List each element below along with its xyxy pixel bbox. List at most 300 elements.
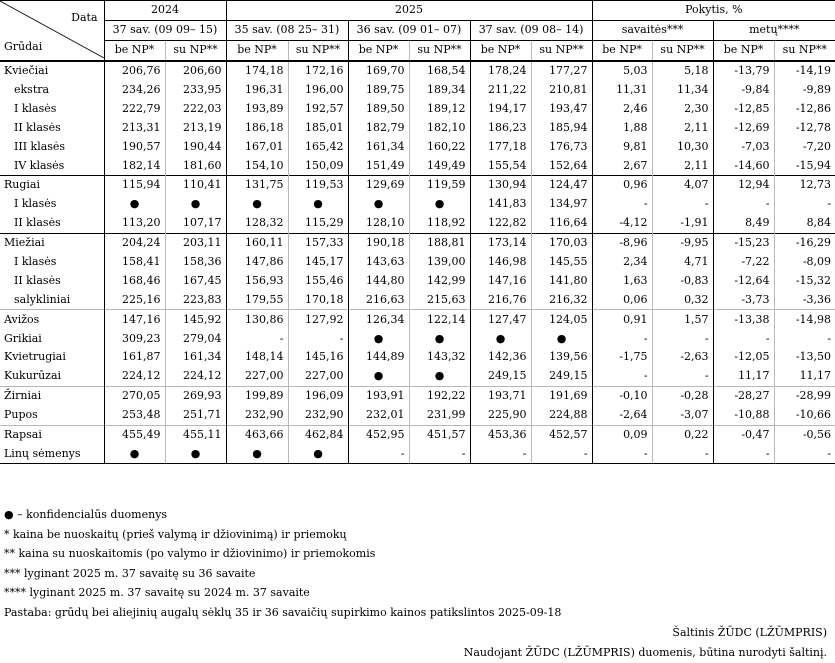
value-cell: - [774, 444, 835, 463]
value-cell: - [713, 444, 774, 463]
su-np-header: su NP** [165, 40, 226, 60]
value-cell: 172,16 [288, 61, 348, 81]
value-cell: -3,07 [652, 406, 713, 425]
value-cell: 193,47 [531, 99, 592, 118]
value-cell: 145,92 [165, 310, 226, 329]
value-cell: - [592, 444, 652, 463]
table-row [0, 310, 835, 329]
value-cell: 161,87 [104, 348, 165, 367]
confidential-marker: ● [104, 444, 165, 463]
value-cell: 0,96 [592, 176, 652, 195]
value-cell: - [226, 329, 288, 348]
value-cell: 119,53 [288, 176, 348, 195]
table-row [0, 156, 835, 175]
value-cell: 196,00 [288, 81, 348, 100]
row-label: I klasės [14, 101, 57, 115]
row-label: II klasės [14, 273, 61, 287]
value-cell: 118,92 [409, 214, 470, 233]
value-cell: 127,92 [288, 310, 348, 329]
confidential-marker: ● [288, 195, 348, 214]
value-cell: 216,76 [470, 290, 531, 309]
value-cell: 463,66 [226, 425, 288, 444]
table-row [0, 195, 835, 214]
value-cell: 186,23 [470, 118, 531, 137]
value-cell: 455,11 [165, 425, 226, 444]
value-cell: 146,98 [470, 253, 531, 272]
value-cell: -15,23 [713, 233, 774, 252]
value-cell: 116,64 [531, 214, 592, 233]
value-cell: 177,27 [531, 61, 592, 81]
value-cell: 168,54 [409, 61, 470, 81]
value-cell: 309,23 [104, 329, 165, 348]
row-label: Žirniai [0, 386, 104, 405]
value-cell: -12,86 [774, 99, 835, 118]
value-cell: 156,93 [226, 271, 288, 290]
value-cell: 167,01 [226, 137, 288, 156]
value-cell: 139,00 [409, 253, 470, 272]
row-label: salykliniai [14, 292, 71, 306]
value-cell: -7,22 [713, 253, 774, 272]
value-cell: 130,94 [470, 176, 531, 195]
value-cell: 185,01 [288, 118, 348, 137]
value-cell: 12,94 [713, 176, 774, 195]
value-cell: 232,90 [226, 406, 288, 425]
value-cell: 181,60 [165, 156, 226, 175]
value-cell: 196,09 [288, 386, 348, 405]
value-cell: 0,06 [592, 290, 652, 309]
value-cell: 2,11 [652, 156, 713, 175]
value-cell: 147,86 [226, 253, 288, 272]
value-cell: -13,38 [713, 310, 774, 329]
row-label: Kukurūzai [4, 369, 62, 383]
value-cell: 2,30 [652, 99, 713, 118]
value-cell: 142,99 [409, 271, 470, 290]
value-cell: - [592, 367, 652, 386]
value-cell: 4,71 [652, 253, 713, 272]
value-cell: - [652, 195, 713, 214]
value-cell: 204,24 [104, 233, 165, 252]
value-cell: 249,15 [470, 367, 531, 386]
value-cell: 155,54 [470, 156, 531, 175]
table-row [0, 444, 835, 463]
value-cell: 253,48 [104, 406, 165, 425]
value-cell: 170,03 [531, 233, 592, 252]
value-cell: 126,34 [348, 310, 409, 329]
value-cell: - [652, 329, 713, 348]
corner-header-cell [0, 1, 104, 61]
confidential-marker: ● [165, 444, 226, 463]
value-cell: 188,81 [409, 233, 470, 252]
value-cell: 251,71 [165, 406, 226, 425]
value-cell: 149,49 [409, 156, 470, 175]
value-cell: 179,55 [226, 290, 288, 309]
confidential-marker: ● [470, 329, 531, 348]
value-cell: 170,18 [288, 290, 348, 309]
value-cell: -4,12 [592, 214, 652, 233]
confidential-marker: ● [104, 195, 165, 214]
value-cell: 249,15 [531, 367, 592, 386]
value-cell: 115,29 [288, 214, 348, 233]
value-cell: 131,75 [226, 176, 288, 195]
value-cell: 128,32 [226, 214, 288, 233]
value-cell: 174,18 [226, 61, 288, 81]
value-cell: 0,91 [592, 310, 652, 329]
value-cell: -12,05 [713, 348, 774, 367]
value-cell: -9,89 [774, 81, 835, 100]
value-cell: -0,10 [592, 386, 652, 405]
table-row [0, 176, 835, 195]
value-cell: 2,67 [592, 156, 652, 175]
footnotes [4, 505, 561, 622]
value-cell: 152,64 [531, 156, 592, 175]
value-cell: 193,89 [226, 99, 288, 118]
value-cell: -12,85 [713, 99, 774, 118]
value-cell: 11,17 [713, 367, 774, 386]
value-cell: 160,22 [409, 137, 470, 156]
value-cell: 154,10 [226, 156, 288, 175]
value-cell: - [713, 329, 774, 348]
value-cell: 122,82 [470, 214, 531, 233]
row-label: Pupos [4, 408, 38, 422]
value-cell: - [470, 444, 531, 463]
value-cell: 167,45 [165, 271, 226, 290]
value-cell: 224,12 [104, 367, 165, 386]
value-cell: 110,41 [165, 176, 226, 195]
table-row [0, 214, 835, 233]
value-cell: 8,84 [774, 214, 835, 233]
value-cell: 122,14 [409, 310, 470, 329]
value-cell: -12,78 [774, 118, 835, 137]
value-cell: -1,91 [652, 214, 713, 233]
value-cell: 147,16 [470, 271, 531, 290]
value-cell: 169,70 [348, 61, 409, 81]
table-row [0, 290, 835, 309]
value-cell: 223,83 [165, 290, 226, 309]
value-cell: 213,19 [165, 118, 226, 137]
value-cell: 107,17 [165, 214, 226, 233]
week-header-2025-37: 37 sav. (09 08– 14) [470, 20, 592, 40]
value-cell: 141,80 [531, 271, 592, 290]
value-cell: 182,79 [348, 118, 409, 137]
value-cell: 10,30 [652, 137, 713, 156]
value-cell: 139,56 [531, 348, 592, 367]
note-remark: Pastaba: grūdų bei aliejinių augalų sėklų 35 ir 36 savaičių supirkimo kainos patikslintos 2025-09-18 [4, 605, 562, 619]
value-cell: 189,75 [348, 81, 409, 100]
be-np-header: be NP* [470, 40, 531, 60]
value-cell: 453,36 [470, 425, 531, 444]
value-cell: 182,10 [409, 118, 470, 137]
value-cell: 11,34 [652, 81, 713, 100]
note-weekly: *** lyginant 2025 m. 37 savaitę su 36 savaite [4, 566, 256, 580]
value-cell: 193,91 [348, 386, 409, 405]
value-cell: 178,24 [470, 61, 531, 81]
table-row [0, 81, 835, 100]
value-cell: -0,56 [774, 425, 835, 444]
value-cell: - [348, 444, 409, 463]
value-cell: 452,95 [348, 425, 409, 444]
value-cell: 224,12 [165, 367, 226, 386]
value-cell: 150,09 [288, 156, 348, 175]
row-label: ekstra [14, 83, 50, 96]
be-np-header: be NP* [713, 40, 774, 60]
value-cell: 222,79 [104, 99, 165, 118]
value-cell: 213,31 [104, 118, 165, 137]
value-cell: -3,36 [774, 290, 835, 309]
grudai-label: Grūdai [4, 39, 43, 53]
value-cell: 168,46 [104, 271, 165, 290]
value-cell: 165,42 [288, 137, 348, 156]
value-cell: 119,59 [409, 176, 470, 195]
value-cell: 0,32 [652, 290, 713, 309]
value-cell: 2,46 [592, 99, 652, 118]
table-row [0, 99, 835, 118]
note-confidential: ● – konfidencialūs duomenys [4, 508, 168, 521]
value-cell: 455,49 [104, 425, 165, 444]
value-cell: -7,20 [774, 137, 835, 156]
value-cell: 1,63 [592, 271, 652, 290]
value-cell: 190,18 [348, 233, 409, 252]
value-cell: 189,12 [409, 99, 470, 118]
table-row [0, 406, 835, 425]
value-cell: - [652, 444, 713, 463]
row-label: Grikiai [4, 331, 42, 345]
table-row [0, 329, 835, 348]
value-cell: 113,20 [104, 214, 165, 233]
np-header-row [0, 40, 835, 60]
row-label: I klasės [14, 255, 57, 269]
value-cell: 160,11 [226, 233, 288, 252]
table-row [0, 271, 835, 290]
value-cell: -12,69 [713, 118, 774, 137]
confidential-marker: ● [409, 367, 470, 386]
value-cell: - [531, 444, 592, 463]
value-cell: 161,34 [348, 137, 409, 156]
value-cell: 142,36 [470, 348, 531, 367]
value-cell: -9,95 [652, 233, 713, 252]
value-cell: -0,47 [713, 425, 774, 444]
value-cell: 210,81 [531, 81, 592, 100]
value-cell: 173,14 [470, 233, 531, 252]
value-cell: 161,34 [165, 348, 226, 367]
value-cell: 216,63 [348, 290, 409, 309]
value-cell: -14,60 [713, 156, 774, 175]
row-label: Kvietrugiai [4, 350, 66, 364]
value-cell: 222,03 [165, 99, 226, 118]
su-np-header: su NP** [531, 40, 592, 60]
value-cell: 0,09 [592, 425, 652, 444]
year-2024-header: 2024 [104, 1, 226, 21]
value-cell: -10,66 [774, 406, 835, 425]
value-cell: 185,94 [531, 118, 592, 137]
value-cell: 232,90 [288, 406, 348, 425]
value-cell: 145,16 [288, 348, 348, 367]
value-cell: 148,14 [226, 348, 288, 367]
value-cell: -1,75 [592, 348, 652, 367]
row-label: Linų sėmenys [0, 444, 104, 463]
note-yearly: **** lyginant 2025 m. 37 savaitę su 2024 m. 37 savaite [4, 586, 310, 599]
table-row [0, 61, 835, 81]
data-label: Data [71, 11, 98, 24]
value-cell: 231,99 [409, 406, 470, 425]
value-cell: 192,22 [409, 386, 470, 405]
row-label: II klasės [14, 120, 61, 134]
note-su-np: ** kaina su nuoskaitomis (po valymo ir džiovinimo) ir priemokomis [4, 547, 376, 560]
value-cell: 190,57 [104, 137, 165, 156]
be-np-header: be NP* [592, 40, 652, 60]
value-cell: -3,73 [713, 290, 774, 309]
su-np-header: su NP** [409, 40, 470, 60]
value-cell: 115,94 [104, 176, 165, 195]
value-cell: 151,49 [348, 156, 409, 175]
value-cell: 189,50 [348, 99, 409, 118]
value-cell: 203,11 [165, 233, 226, 252]
value-cell: 189,34 [409, 81, 470, 100]
value-cell: 129,69 [348, 176, 409, 195]
value-cell: -13,50 [774, 348, 835, 367]
table-row [0, 386, 835, 405]
weekly-change-header: savaitės*** [592, 20, 713, 40]
value-cell: -28,27 [713, 386, 774, 405]
value-cell: 1,57 [652, 310, 713, 329]
value-cell: - [409, 444, 470, 463]
value-cell: 176,73 [531, 137, 592, 156]
value-cell: 211,22 [470, 81, 531, 100]
value-cell: 12,73 [774, 176, 835, 195]
value-cell: -15,94 [774, 156, 835, 175]
value-cell: 225,90 [470, 406, 531, 425]
value-cell: 9,81 [592, 137, 652, 156]
row-label: Rugiai [0, 176, 104, 195]
value-cell: - [713, 195, 774, 214]
value-cell: 186,18 [226, 118, 288, 137]
value-cell: 191,69 [531, 386, 592, 405]
row-label: II klasės [14, 216, 61, 230]
su-np-header: su NP** [774, 40, 835, 60]
week-header-2024-37: 37 sav. (09 09– 15) [104, 20, 226, 40]
confidential-marker: ● [226, 444, 288, 463]
row-label: Kviečiai [4, 64, 49, 78]
week-header-2025-36: 36 sav. (09 01– 07) [348, 20, 470, 40]
value-cell: -15,32 [774, 271, 835, 290]
value-cell: 279,04 [165, 329, 226, 348]
table-row [0, 118, 835, 137]
value-cell: -8,96 [592, 233, 652, 252]
value-cell: 199,89 [226, 386, 288, 405]
value-cell: -0,28 [652, 386, 713, 405]
confidential-marker: ● [348, 367, 409, 386]
table-row [0, 137, 835, 156]
value-cell: 216,32 [531, 290, 592, 309]
value-cell: 0,22 [652, 425, 713, 444]
row-label: III klasės [14, 139, 66, 153]
value-cell: -10,88 [713, 406, 774, 425]
row-label: Miežiai [0, 233, 104, 252]
yearly-change-header: metų**** [713, 20, 835, 40]
value-cell: 130,86 [226, 310, 288, 329]
value-cell: -2,63 [652, 348, 713, 367]
value-cell: 4,07 [652, 176, 713, 195]
value-cell: 157,33 [288, 233, 348, 252]
value-cell: - [592, 329, 652, 348]
table-header [0, 1, 835, 61]
value-cell: 452,57 [531, 425, 592, 444]
value-cell: -12,64 [713, 271, 774, 290]
confidential-marker: ● [531, 329, 592, 348]
value-cell: 206,60 [165, 61, 226, 81]
value-cell: -28,99 [774, 386, 835, 405]
value-cell: 225,16 [104, 290, 165, 309]
change-header: Pokytis, % [592, 1, 835, 21]
value-cell: -13,79 [713, 61, 774, 81]
value-cell: 196,31 [226, 81, 288, 100]
value-cell: 141,83 [470, 195, 531, 214]
source-requirement: Naudojant ŽŪDC (LŽŪMPRIS) duomenis, būtina nurodyti šaltinį. [463, 646, 827, 659]
value-cell: 147,16 [104, 310, 165, 329]
week-header-2025-35: 35 sav. (08 25– 31) [226, 20, 348, 40]
value-cell: - [774, 195, 835, 214]
value-cell: 234,26 [104, 81, 165, 100]
value-cell: 124,47 [531, 176, 592, 195]
year-2025-header: 2025 [226, 1, 592, 21]
row-label: IV klasės [14, 158, 65, 172]
value-cell: 11,31 [592, 81, 652, 100]
value-cell: 144,89 [348, 348, 409, 367]
value-cell: 8,49 [713, 214, 774, 233]
value-cell: 134,97 [531, 195, 592, 214]
value-cell: 128,10 [348, 214, 409, 233]
value-cell: 143,32 [409, 348, 470, 367]
value-cell: 233,95 [165, 81, 226, 100]
confidential-marker: ● [288, 444, 348, 463]
su-np-header: su NP** [288, 40, 348, 60]
row-label: Rapsai [0, 425, 104, 444]
value-cell: -0,83 [652, 271, 713, 290]
value-cell: -9,84 [713, 81, 774, 100]
su-np-header: su NP** [652, 40, 713, 60]
value-cell: -16,29 [774, 233, 835, 252]
table-row [0, 367, 835, 386]
value-cell: 124,05 [531, 310, 592, 329]
table-row [0, 233, 835, 252]
confidential-marker: ● [409, 195, 470, 214]
value-cell: 232,01 [348, 406, 409, 425]
value-cell: 5,18 [652, 61, 713, 81]
value-cell: 193,71 [470, 386, 531, 405]
note-be-np: * kaina be nuoskaitų (prieš valymą ir džiovinimą) ir priemokų [4, 527, 347, 541]
value-cell: 127,47 [470, 310, 531, 329]
value-cell: 158,41 [104, 253, 165, 272]
value-cell: 2,34 [592, 253, 652, 272]
value-cell: -14,98 [774, 310, 835, 329]
value-cell: 182,14 [104, 156, 165, 175]
confidential-marker: ● [409, 329, 470, 348]
value-cell: 145,17 [288, 253, 348, 272]
value-cell: 227,00 [226, 367, 288, 386]
value-cell: 144,80 [348, 271, 409, 290]
value-cell: -8,09 [774, 253, 835, 272]
value-cell: 462,84 [288, 425, 348, 444]
value-cell: - [774, 329, 835, 348]
confidential-marker: ● [348, 329, 409, 348]
value-cell: 224,88 [531, 406, 592, 425]
be-np-header: be NP* [104, 40, 165, 60]
source-label: Šaltinis ŽŪDC (LŽŪMPRIS) [672, 626, 827, 639]
value-cell: 194,17 [470, 99, 531, 118]
be-np-header: be NP* [226, 40, 288, 60]
value-cell: 143,63 [348, 253, 409, 272]
value-cell: 5,03 [592, 61, 652, 81]
value-cell: - [288, 329, 348, 348]
